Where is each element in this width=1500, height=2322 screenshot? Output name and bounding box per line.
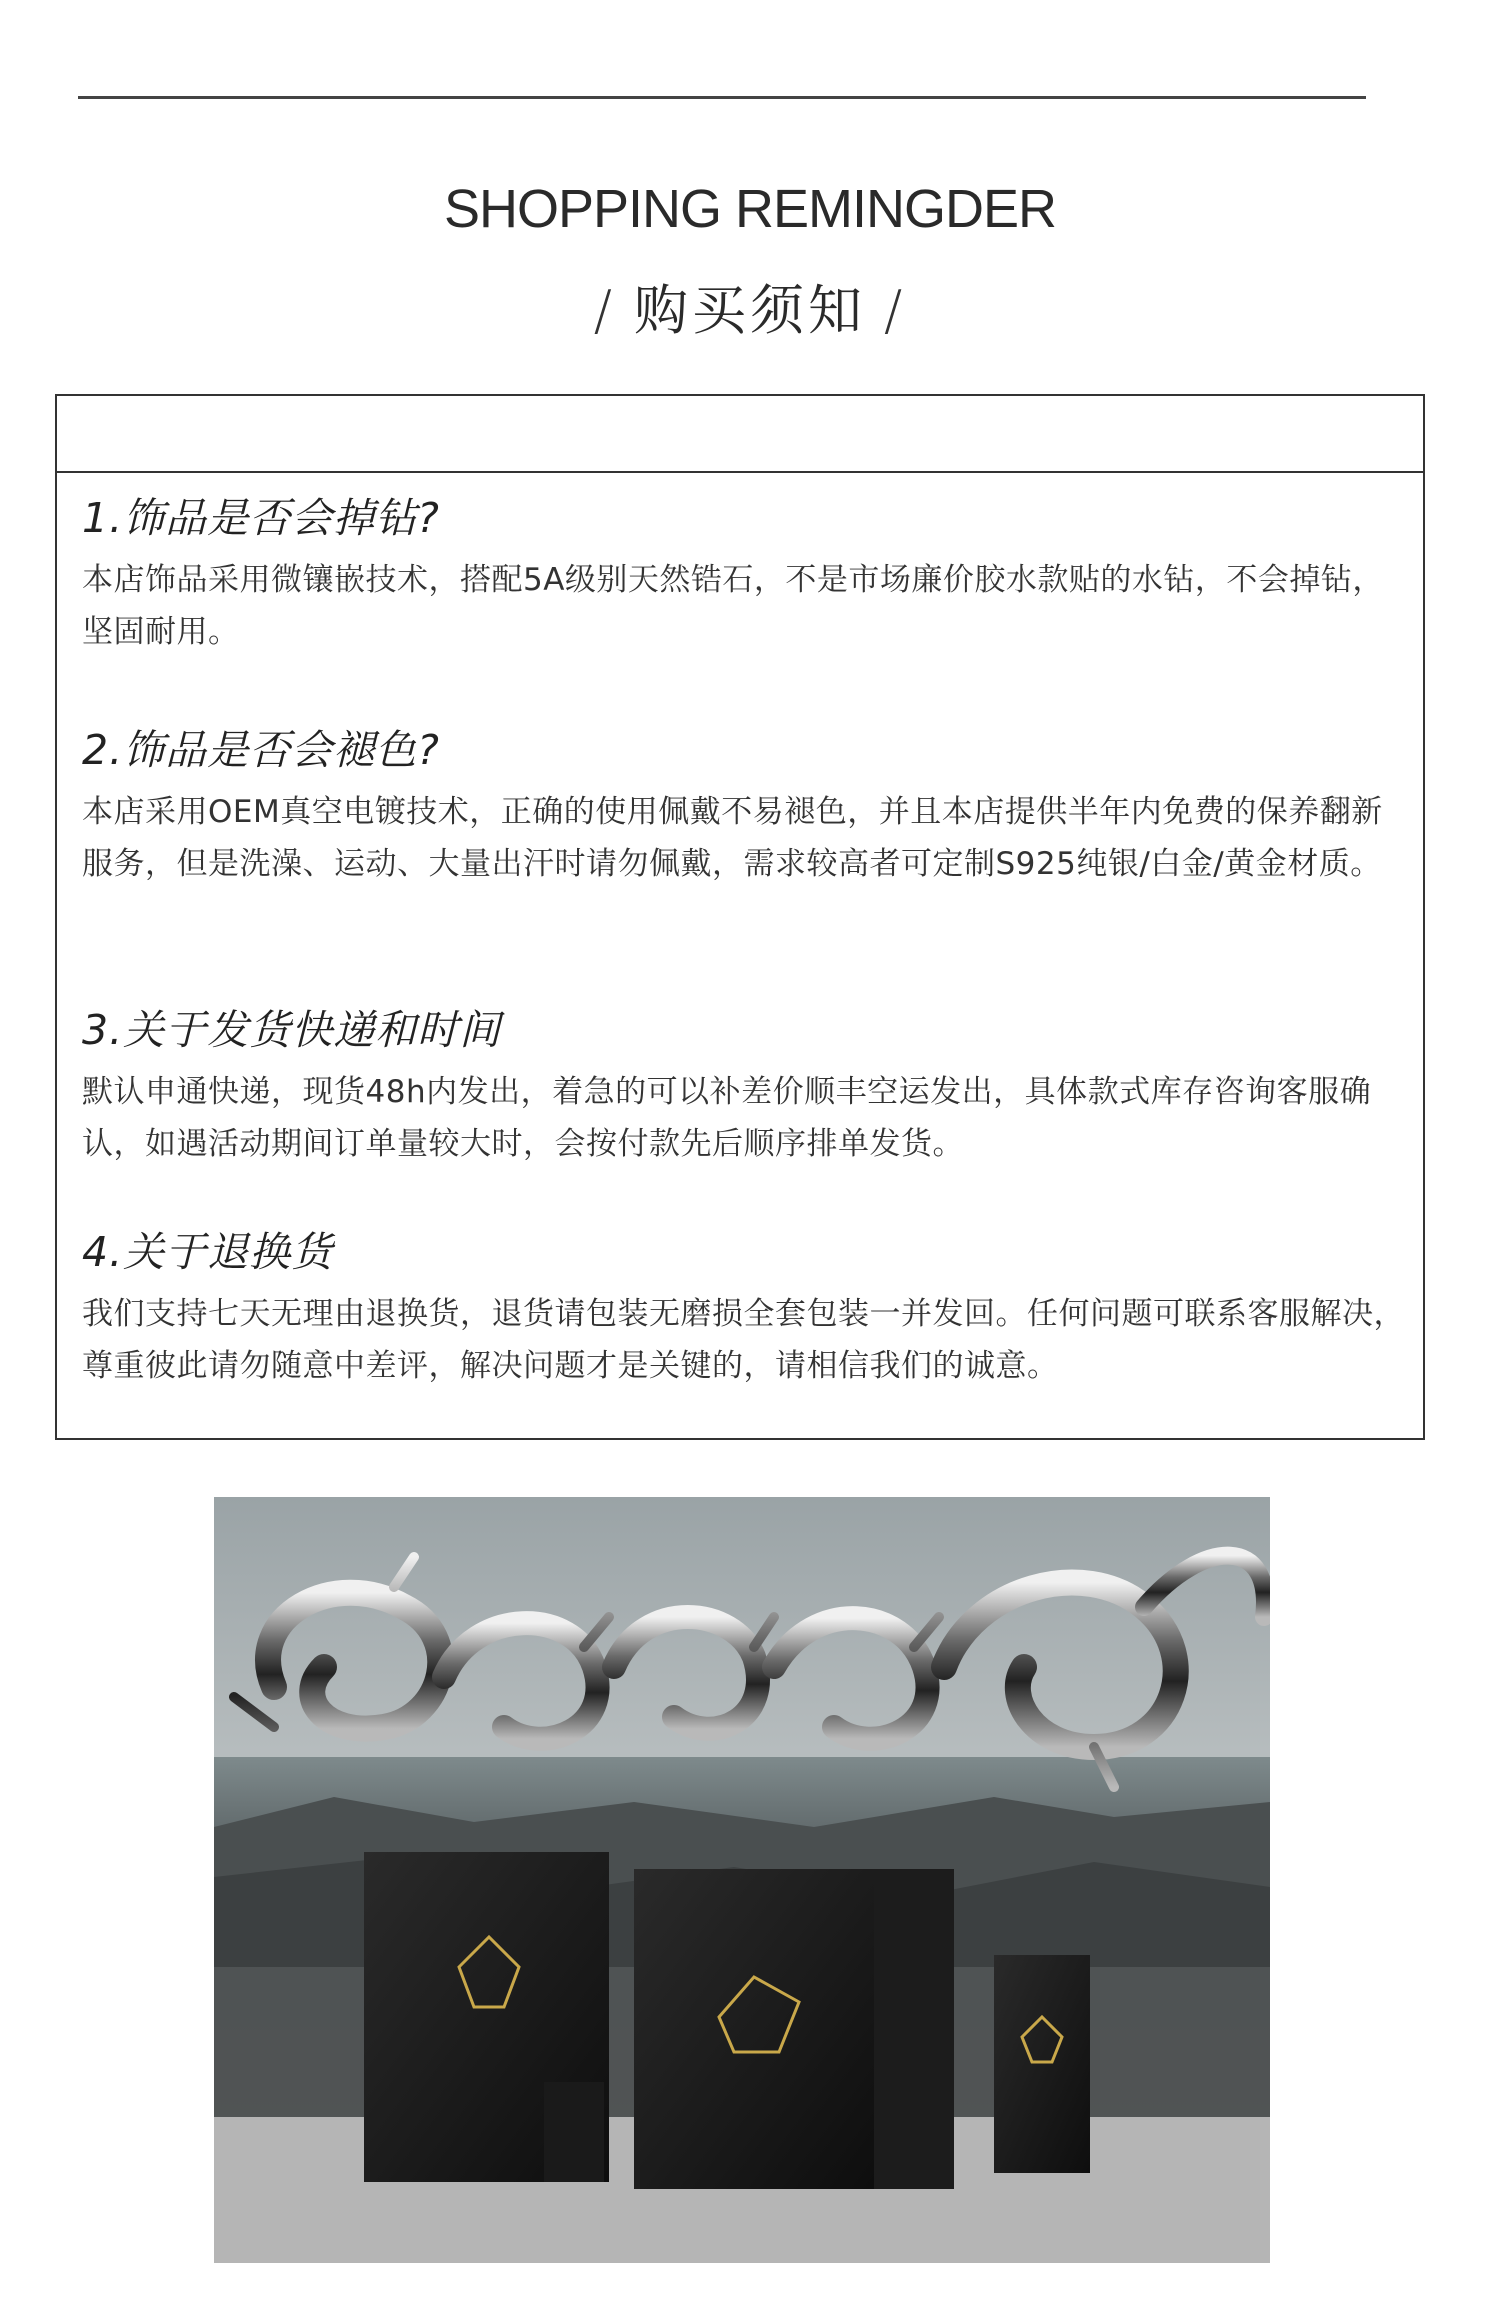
faq-item-1 — [82, 492, 1412, 658]
packaging-scene — [214, 1497, 1270, 2263]
faq-question: 2.饰品是否会褪色? — [82, 726, 440, 774]
faq-answer: 本店采用OEM真空电镀技术，正确的使用佩戴不易褪色，并且本店提供半年内免费的保养翻新服务，但是洗澡、运动、大量出汗时请勿佩戴，需求较高者可定制S925纯银/白金/黄金材质。 — [82, 794, 1383, 882]
product-packaging-photo — [214, 1497, 1270, 2263]
faq-question: 3.关于发货快递和时间 — [82, 1006, 502, 1054]
top-divider — [78, 96, 1366, 99]
faq-box — [55, 394, 1425, 1440]
box-left-tab — [544, 2082, 604, 2182]
slash-left: / — [593, 279, 616, 342]
heading-chinese — [0, 268, 1500, 345]
faq-question: 4.关于退换货 — [82, 1228, 334, 1276]
faq-question: 1.饰品是否会掉钻? — [82, 494, 440, 542]
faq-item-2 — [82, 724, 1412, 890]
faq-answer: 本店饰品采用微镶嵌技术，搭配5A级别天然锆石，不是市场廉价胶水款贴的水钻，不会掉钻，坚固耐用。 — [82, 562, 1384, 650]
box-small — [994, 1955, 1090, 2173]
faq-item-4 — [82, 1226, 1412, 1392]
faq-answer: 我们支持七天无理由退换货，退货请包装无磨损全套包装一并发回。任何问题可联系客服解决，尊重彼此请勿随意中差评，解决问题才是关键的，请相信我们的诚意。 — [82, 1296, 1405, 1384]
heading-chinese-text: 购买须知 — [634, 279, 866, 342]
heading-english: SHOPPING REMINGDER — [443, 179, 1057, 239]
box-center — [634, 1869, 874, 2189]
faq-answer: 默认申通快递，现货48h内发出，着急的可以补差价顺丰空运发出，具体款式库存咨询客服确认，如遇活动期间订单量较大时，会按付款先后顺序排单发货。 — [82, 1074, 1372, 1162]
faq-box-divider — [57, 471, 1423, 473]
slash-right: / — [884, 279, 907, 342]
faq-item-3 — [82, 1004, 1412, 1170]
